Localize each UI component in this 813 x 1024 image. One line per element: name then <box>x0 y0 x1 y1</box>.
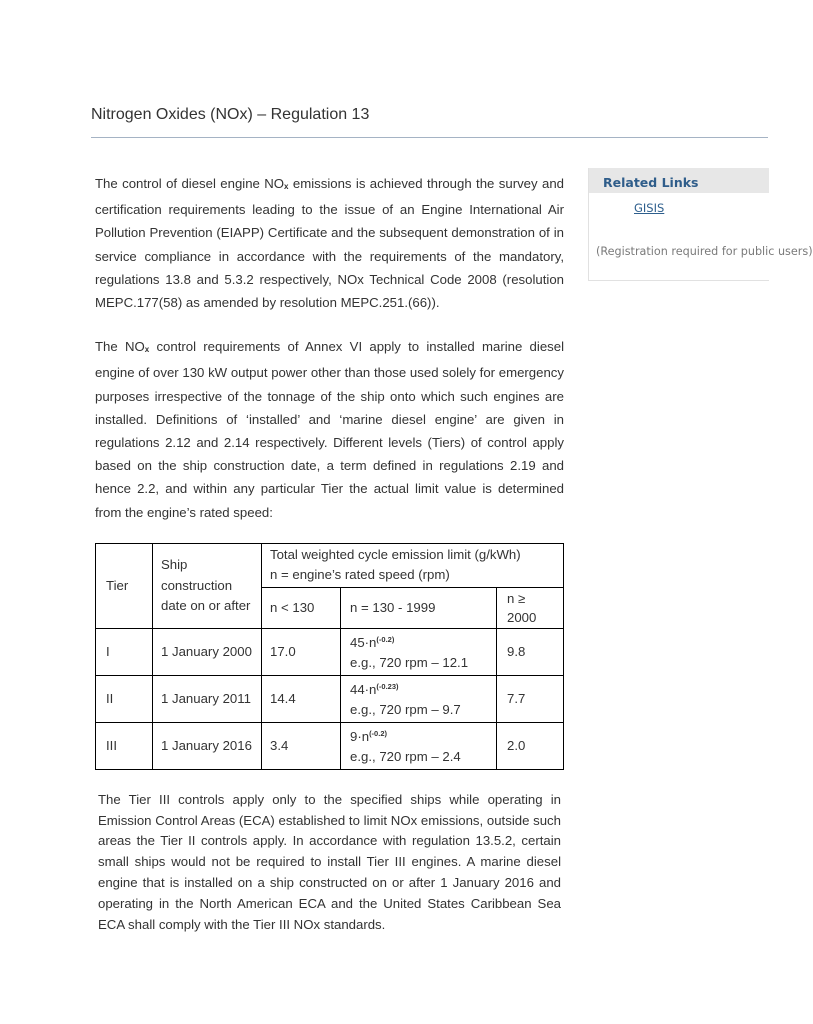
paragraph-text: The control of diesel engine NO <box>95 176 285 191</box>
cell-date: 1 January 2016 <box>153 722 262 769</box>
tier-limits-table <box>95 543 564 770</box>
formula-exponent: (-0.2) <box>376 634 395 644</box>
cell-date: 1 January 2000 <box>153 628 262 675</box>
registration-note: (Registration required for public users) <box>596 245 813 258</box>
header-tier: Tier <box>96 543 153 628</box>
cell-n-high: 7.7 <box>497 675 564 722</box>
paragraph-requirements <box>95 335 564 524</box>
formula-example: e.g., 720 rpm – 9.7 <box>350 702 461 718</box>
article-body <box>95 172 564 935</box>
cell-tier: II <box>96 675 153 722</box>
formula-example: e.g., 720 rpm – 12.1 <box>350 655 469 671</box>
cell-tier: I <box>96 628 153 675</box>
paragraph-text: The NO <box>95 339 145 355</box>
table-header-row <box>96 543 564 587</box>
header-limit-line2: n = engine’s rated speed (rpm) <box>270 567 450 583</box>
cell-date: 1 January 2011 <box>153 675 262 722</box>
paragraph-text: emissions is achieved through the survey and certification requirements leading to the issue of an Engine International Air Pollution Prevention (EIAPP) Certificate and the subsequent demonstration of in service compliance in accordance with the requirements of the mandatory, regulations 13.8 and 5.3.2 respectively, NOx Technical Code 2008 (resolution MEPC.177(58) as amended by resolution MEPC.251.(66)). <box>95 176 564 311</box>
page-title: Nitrogen Oxides (NOx) – Regulation 13 <box>91 106 370 123</box>
cell-n-low: 14.4 <box>262 675 341 722</box>
header-n-mid: n = 130 - 1999 <box>341 587 497 628</box>
table-row <box>96 722 564 769</box>
formula-exponent: (-0.23) <box>376 681 399 691</box>
title-divider <box>91 137 768 138</box>
formula-base: 44·n <box>350 681 377 697</box>
formula <box>350 677 488 701</box>
formula-base: 45·n <box>350 634 377 650</box>
cell-n-low: 17.0 <box>262 628 341 675</box>
paragraph-control <box>95 172 564 314</box>
gisis-link[interactable]: GISIS <box>634 201 665 215</box>
cell-n-mid <box>341 628 497 675</box>
cell-n-mid <box>341 722 497 769</box>
related-links-panel <box>588 168 813 281</box>
cell-tier: III <box>96 722 153 769</box>
header-n-high: n ≥ 2000 <box>497 587 564 628</box>
cell-n-high: 9.8 <box>497 628 564 675</box>
subscript-x: x <box>284 182 289 191</box>
header-construction-date: Ship construction date on or after <box>153 543 262 628</box>
related-links-header: Related Links <box>589 168 769 193</box>
table-row <box>96 628 564 675</box>
cell-n-high: 2.0 <box>497 722 564 769</box>
formula <box>350 724 488 748</box>
cell-n-low: 3.4 <box>262 722 341 769</box>
formula-exponent: (-0.2) <box>369 728 387 738</box>
formula-example: e.g., 720 rpm – 2.4 <box>350 749 461 765</box>
subscript-x: x <box>144 345 150 355</box>
header-limit-line1: Total weighted cycle emission limit (g/kWh) <box>270 546 521 562</box>
cell-n-mid <box>341 675 497 722</box>
table-row <box>96 675 564 722</box>
formula-base: 9·n <box>350 728 370 744</box>
header-n-low: n < 130 <box>262 587 341 628</box>
formula <box>350 630 488 654</box>
paragraph-tier3: The Tier III controls apply only to the specified ships while operating in Emission Control Areas (ECA) established to limit NOx emissions, outside such areas the Tier II controls apply. In accordance with regulation 13.5.2, certain small ships would not be required to install Tier III engines. A marine diesel engine that is installed on a ship constructed on or after 1 January 2016 and operating in the North American ECA and the United States Caribbean Sea ECA shall comply with the Tier III NOx standards. <box>98 791 561 932</box>
header-emission-limit <box>262 543 564 587</box>
paragraph-text: control requirements of Annex VI apply to installed marine diesel engine of over 130 kW output power other than those used solely for emergency purposes irrespective of the tonnage of the ship onto which such engines are installed. Definitions of ‘installed’ and ‘marine diesel engine’ are given in regulations 2.12 and 2.14 respectively. Different levels (Tiers) of control apply based on the ship construction date, a term defined in regulations 2.19 and hence 2.2, and within any particular Tier the actual limit value is determined from the engine’s rated speed: <box>95 339 565 520</box>
